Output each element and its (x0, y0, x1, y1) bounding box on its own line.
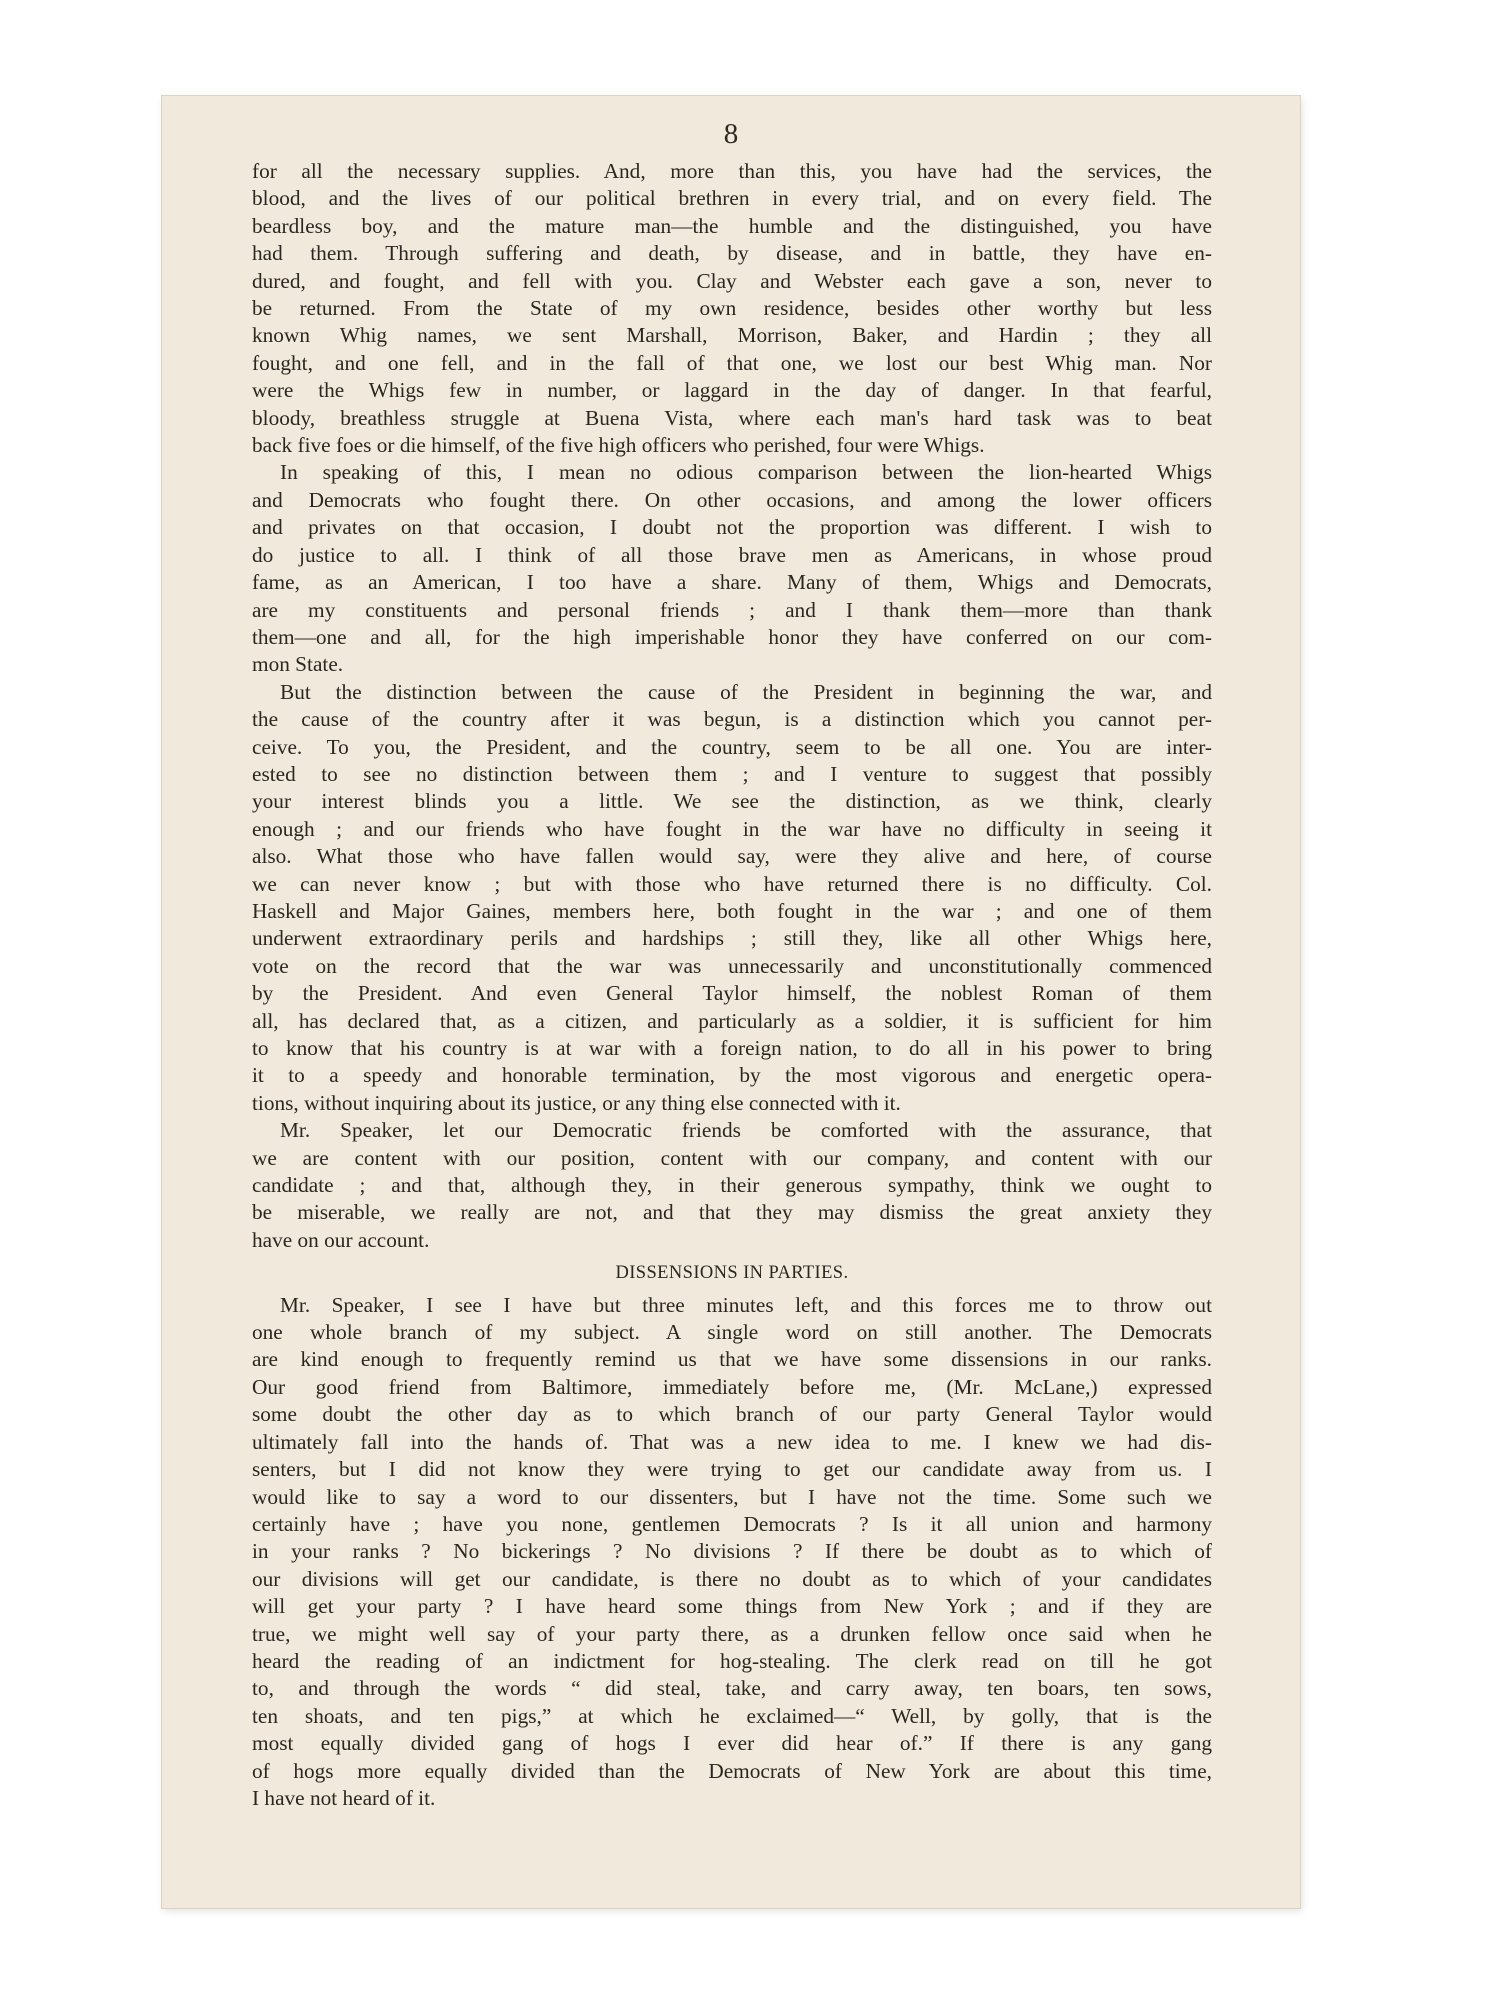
text-line: ten shoats, and ten pigs,” at which he exclaimed—“ Well, by golly, that is the (252, 1703, 1212, 1728)
text-line: ceive. To you, the President, and the country, seem to be all one. You are inter- (252, 734, 1212, 759)
text-line: to, and through the words “ did steal, take, and carry away, ten boars, ten sows, (252, 1676, 1212, 1701)
text-line: have on our account. (252, 1227, 430, 1252)
text-line: bloody, breathless struggle at Buena Vista, where each man's hard task was to beat (252, 405, 1212, 430)
text-line: senters, but I did not know they were trying to get our candidate away from us. I (252, 1457, 1212, 1482)
text-line: I have not heard of it. (252, 1785, 436, 1810)
text-line: beardless boy, and the mature man—the humble and the distinguished, you have (252, 213, 1212, 238)
text-line: had them. Through suffering and death, by disease, and in battle, they have en- (252, 241, 1212, 266)
text-line: dured, and fought, and fell with you. Clay and Webster each gave a son, never to (252, 268, 1212, 293)
document-page (162, 96, 1300, 1908)
text-line: vote on the record that the war was unnecessarily and unconstitutionally commenced (252, 953, 1212, 978)
text-line: known Whig names, we sent Marshall, Morrison, Baker, and Hardin ; they all (252, 323, 1212, 348)
text-line: mon State. (252, 652, 344, 677)
text-line: it to a speedy and honorable termination, by the most vigorous and energetic opera- (252, 1063, 1212, 1088)
text-line: by the President. And even General Taylor himself, the noblest Roman of them (252, 981, 1212, 1006)
text-line: certainly have ; have you none, gentlemen Democrats ? Is it all union and harmony (252, 1511, 1212, 1536)
text-line: are kind enough to frequently remind us that we have some dissensions in our ranks. (252, 1347, 1212, 1372)
text-line: heard the reading of an indictment for hog-stealing. The clerk read on till he got (252, 1648, 1212, 1673)
text-line: we can never know ; but with those who have returned there is no difficulty. Col. (252, 871, 1212, 896)
text-line: blood, and the lives of our political brethren in every trial, and on every field. The (252, 186, 1212, 211)
text-line: one whole branch of my subject. A single word on still another. The Democrats (252, 1320, 1212, 1345)
text-line: all, has declared that, as a citizen, and particularly as a soldier, it is sufficient for him (252, 1008, 1212, 1033)
text-line: Our good friend from Baltimore, immediately before me, (Mr. McLane,) expressed (252, 1374, 1212, 1399)
text-line: would like to say a word to our dissenters, but I have not the time. Some such we (252, 1484, 1212, 1509)
text-line: our divisions will get our candidate, is there no doubt as to which of your candidates (252, 1566, 1212, 1591)
text-line: be miserable, we really are not, and that they may dismiss the great anxiety they (252, 1200, 1212, 1225)
text-line: are my constituents and personal friends ; and I thank them—more than thank (252, 597, 1212, 622)
text-line: your interest blinds you a little. We see the distinction, as we think, clearly (252, 789, 1212, 814)
text-line: But the distinction between the cause of the President in beginning the war, and (280, 679, 1212, 704)
text-line: of hogs more equally divided than the Democrats of New York are about this time, (252, 1758, 1212, 1783)
text-line: will get your party ? I have heard some things from New York ; and if they are (252, 1594, 1212, 1619)
text-line: tions, without inquiring about its justice, or any thing else connected with it. (252, 1090, 901, 1115)
text-line: Haskell and Major Gaines, members here, both fought in the war ; and one of them (252, 898, 1212, 923)
text-line: some doubt the other day as to which branch of our party General Taylor would (252, 1402, 1212, 1427)
text-line: for all the necessary supplies. And, more than this, you have had the services, the (252, 159, 1212, 183)
text-line: true, we might well say of your party there, as a drunken fellow once said when he (252, 1621, 1212, 1646)
text-line: them—one and all, for the high imperishable honor they have conferred on our com- (252, 624, 1212, 649)
text-line: candidate ; and that, although they, in their generous sympathy, think we ought to (252, 1173, 1212, 1198)
text-line: to know that his country is at war with a foreign nation, to do all in his power to bring (252, 1036, 1212, 1060)
text-line: ultimately fall into the hands of. That was a new idea to me. I knew we had dis- (252, 1429, 1212, 1454)
text-line: Mr. Speaker, let our Democratic friends be comforted with the assurance, that (280, 1118, 1212, 1143)
text-line: and privates on that occasion, I doubt not the proportion was different. I wish to (252, 515, 1212, 540)
text-line: most equally divided gang of hogs I ever did hear of.” If there is any gang (252, 1731, 1212, 1756)
text-line: underwent extraordinary perils and hardships ; still they, like all other Whigs here, (252, 926, 1212, 951)
body-text (252, 158, 1212, 1812)
section-heading: DISSENSIONS IN PARTIES. (615, 1263, 849, 1284)
text-line: fought, and one fell, and in the fall of that one, we lost our best Whig man. Nor (252, 350, 1212, 375)
text-line: were the Whigs few in number, or laggard in the day of danger. In that fearful, (252, 378, 1212, 403)
text-line: ested to see no distinction between them ; and I venture to suggest that possibly (252, 761, 1212, 786)
text-line: in your ranks ? No bickerings ? No divisions ? If there be doubt as to which of (252, 1539, 1212, 1564)
text-line: fame, as an American, I too have a share. Many of them, Whigs and Democrats, (252, 570, 1212, 595)
text-line: also. What those who have fallen would say, were they alive and here, of course (252, 844, 1212, 869)
page-number: 8 (723, 118, 739, 150)
text-line: Mr. Speaker, I see I have but three minutes left, and this forces me to throw out (280, 1292, 1212, 1317)
text-line: and Democrats who fought there. On other occasions, and among the lower officers (252, 487, 1212, 512)
text-line: enough ; and our friends who have fought in the war have no difficulty in seeing it (252, 816, 1212, 841)
text-line: be returned. From the State of my own residence, besides other worthy but less (252, 296, 1212, 321)
text-line: In speaking of this, I mean no odious comparison between the lion-hearted Whigs (280, 460, 1212, 485)
text-line: we are content with our position, content with our company, and content with our (252, 1145, 1212, 1170)
text-line: the cause of the country after it was begun, is a distinction which you cannot per- (252, 707, 1212, 732)
text-line: do justice to all. I think of all those brave men as Americans, in whose proud (252, 542, 1212, 567)
text-line: back five foes or die himself, of the five high officers who perished, four were Whigs. (252, 433, 985, 458)
